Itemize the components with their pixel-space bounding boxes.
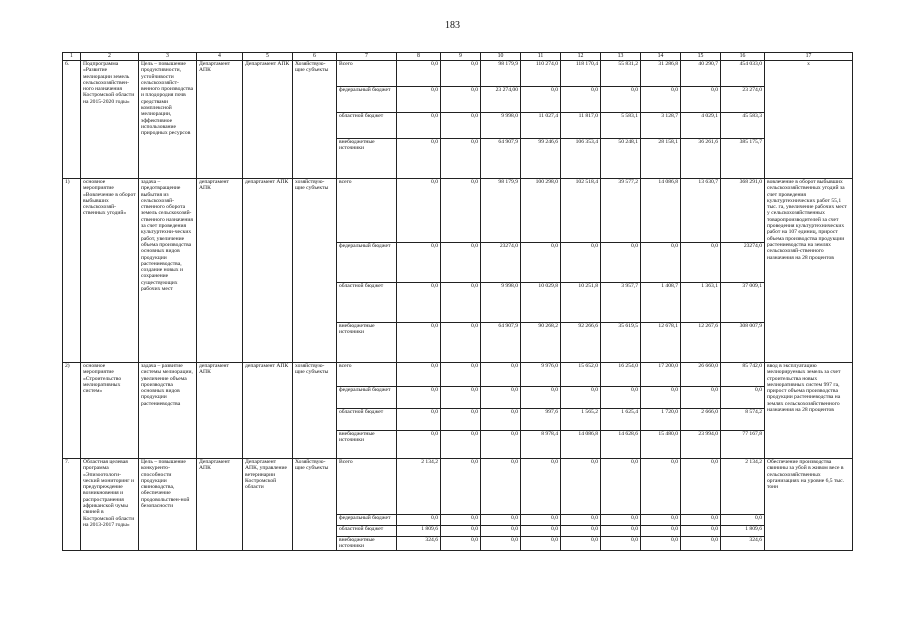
funding-source: Всего <box>337 61 397 87</box>
amount-cell: 37 009,1 <box>721 283 765 323</box>
amount-cell: 35 619,5 <box>601 323 641 363</box>
funding-source: федеральный бюджет <box>337 87 397 113</box>
amount-cell: 0,0 <box>397 243 441 283</box>
funding-source: всего <box>337 363 397 387</box>
amount-cell: 36 261,6 <box>681 139 721 179</box>
amount-cell: 0,0 <box>641 387 681 409</box>
amount-cell: 0,0 <box>641 537 681 551</box>
amount-cell: 0,0 <box>681 515 721 526</box>
column-number: 6 <box>293 53 337 61</box>
amount-cell: 98 179,9 <box>481 179 521 243</box>
funding-type: хозяйствую-щие субъекты <box>293 363 337 459</box>
funding-type: Хозяйствую-щие субъекты <box>293 61 337 179</box>
column-number: 12 <box>561 53 601 61</box>
amount-cell: 118 170,4 <box>561 61 601 87</box>
amount-cell: 85 742,0 <box>721 363 765 387</box>
amount-cell: 9 998,0 <box>481 113 521 139</box>
column-number: 9 <box>441 53 481 61</box>
column-number: 15 <box>681 53 721 61</box>
amount-cell: 368 291,0 <box>721 179 765 243</box>
amount-cell: 0,0 <box>681 243 721 283</box>
amount-cell: 0,0 <box>521 87 561 113</box>
amount-cell: 0,0 <box>601 87 641 113</box>
funding-source: внебюджетные источники <box>337 537 397 551</box>
amount-cell: 0,0 <box>441 526 481 537</box>
amount-cell: 5 583,1 <box>601 113 641 139</box>
amount-cell: 0,0 <box>397 61 441 87</box>
amount-cell: 0,0 <box>641 526 681 537</box>
column-number: 3 <box>139 53 197 61</box>
amount-cell: 0,0 <box>441 87 481 113</box>
program-goal: Цель – повышение конкуренто-способности продукции свиноводства, обеспечение продовольствен-ной безопасности <box>139 459 197 551</box>
amount-cell: 1 809,6 <box>721 526 765 537</box>
column-number: 16 <box>721 53 765 61</box>
amount-cell: 0,0 <box>521 537 561 551</box>
amount-cell: 0,0 <box>441 283 481 323</box>
amount-cell: 102 518,4 <box>561 179 601 243</box>
amount-cell: 28 158,1 <box>641 139 681 179</box>
amount-cell: 0,0 <box>441 363 481 387</box>
amount-cell: 14 086,8 <box>641 179 681 243</box>
amount-cell: 0,0 <box>397 431 441 459</box>
amount-cell: 0,0 <box>641 459 681 515</box>
amount-cell: 0,0 <box>481 515 521 526</box>
responsible: департамент АПК <box>243 363 293 459</box>
section-number: 6. <box>63 61 81 179</box>
column-number: 7 <box>337 53 397 61</box>
amount-cell: 0,0 <box>561 459 601 515</box>
funding-source: внебюджетные источники <box>337 323 397 363</box>
amount-cell: 0,0 <box>561 243 601 283</box>
amount-cell: 13 630,7 <box>681 179 721 243</box>
amount-cell: 0,0 <box>521 526 561 537</box>
amount-cell: 0,0 <box>441 179 481 243</box>
column-number: 4 <box>197 53 243 61</box>
funding-source: областной бюджет <box>337 113 397 139</box>
column-number: 8 <box>397 53 441 61</box>
amount-cell: 23274,0 <box>721 243 765 283</box>
amount-cell: 0,0 <box>397 113 441 139</box>
amount-cell: 0,0 <box>561 387 601 409</box>
amount-cell: 0,0 <box>481 387 521 409</box>
amount-cell: 3 128,7 <box>641 113 681 139</box>
amount-cell: 0,0 <box>441 431 481 459</box>
amount-cell: 92 266,6 <box>561 323 601 363</box>
column-number: 10 <box>481 53 521 61</box>
amount-cell: 0,0 <box>481 431 521 459</box>
funding-source: федеральный бюджет <box>337 515 397 526</box>
amount-cell: 0,0 <box>397 139 441 179</box>
amount-cell: 23 994,0 <box>681 431 721 459</box>
column-number: 17 <box>765 53 853 61</box>
amount-cell: 1 720,0 <box>641 409 681 431</box>
amount-cell: 64 907,9 <box>481 323 521 363</box>
amount-cell: 0,0 <box>521 387 561 409</box>
amount-cell: 1 408,7 <box>641 283 681 323</box>
amount-cell: 0,0 <box>441 387 481 409</box>
funding-source: федеральный бюджет <box>337 243 397 283</box>
amount-cell: 324,6 <box>721 537 765 551</box>
responsible: Департамент АПК <box>243 61 293 179</box>
amount-cell: 0,0 <box>681 87 721 113</box>
expected-result: x <box>765 61 853 179</box>
amount-cell: 1 625,4 <box>601 409 641 431</box>
program-name: основное мероприятие «Вовлечение в оборот выбывших сельскохозяй-ственных угодий» <box>81 179 139 363</box>
page-number: 183 <box>445 20 460 31</box>
amount-cell: 0,0 <box>601 537 641 551</box>
program-goal: Цель – повышение продуктивности, устойчивости сельскохозяйст-венного производства и плодородия почв средствами комплексной мелиорации, эффективное использование природных ресурсов <box>139 61 197 179</box>
amount-cell: 0,0 <box>721 387 765 409</box>
amount-cell: 23 274,0 <box>721 87 765 113</box>
amount-cell: 31 286,8 <box>641 61 681 87</box>
funding-type: Хозяйствую-щие субъекты <box>293 459 337 551</box>
amount-cell: 0,0 <box>601 526 641 537</box>
funding-type: хозяйствую-щие субъекты <box>293 179 337 363</box>
responsible: Департамент АПК, управление ветеринарии Костромской области <box>243 459 293 551</box>
amount-cell: 39 577,2 <box>601 179 641 243</box>
amount-cell: 0,0 <box>601 387 641 409</box>
amount-cell: 0,0 <box>601 243 641 283</box>
program-goal: задача – развитие системы мелиорации, увеличение объема производства основных видов продукции растениеводства <box>139 363 197 459</box>
amount-cell: 0,0 <box>481 459 521 515</box>
amount-cell: 0,0 <box>397 409 441 431</box>
amount-cell: 64 907,9 <box>481 139 521 179</box>
expected-result: ввод в эксплуатацию мелиорируемых земель за счет строительства новых мелиоративных систем 997 га, прирост объема производства продукции растениеводства на землях сельскохозяйственного назначения на 28 процентов <box>765 363 853 459</box>
amount-cell: 4 029,1 <box>681 113 721 139</box>
amount-cell: 0,0 <box>561 515 601 526</box>
amount-cell: 0,0 <box>481 363 521 387</box>
program-name: Подпрограмма «Развитие мелиорации земель сельскохозяйствен-ного назначения Костромской области на 2015-2020 годы» <box>81 61 139 179</box>
amount-cell: 0,0 <box>681 526 721 537</box>
amount-cell: 90 268,2 <box>521 323 561 363</box>
amount-cell: 0,0 <box>521 515 561 526</box>
program-goal: задача – предотвращение выбытия из сельскохозяй-ственного оборота земель сельскохозяй-ственного назначения за счет проведения культуртехни-ческих работ, увеличение объема производства основных видов продукции растениеводства, создание новых и сохранение существующих рабочих мест <box>139 179 197 363</box>
amount-cell: 0,0 <box>397 363 441 387</box>
finance-row <box>63 363 853 387</box>
amount-cell: 0,0 <box>561 526 601 537</box>
column-number: 13 <box>601 53 641 61</box>
amount-cell: 110 274,0 <box>521 61 561 87</box>
amount-cell: 0,0 <box>521 459 561 515</box>
amount-cell: 997,6 <box>521 409 561 431</box>
amount-cell: 0,0 <box>521 243 561 283</box>
amount-cell: 11 817,0 <box>561 113 601 139</box>
executor: департамент АПК <box>197 179 243 363</box>
amount-cell: 16 254,0 <box>601 363 641 387</box>
amount-cell: 385 175,7 <box>721 139 765 179</box>
amount-cell: 0,0 <box>397 323 441 363</box>
amount-cell: 14 628,6 <box>601 431 641 459</box>
finance-row <box>63 179 853 243</box>
amount-cell: 0,0 <box>601 515 641 526</box>
amount-cell: 0,0 <box>641 243 681 283</box>
responsible: департамент АПК <box>243 179 293 363</box>
amount-cell: 26 660,0 <box>681 363 721 387</box>
amount-cell: 55 831,2 <box>601 61 641 87</box>
funding-source: всего <box>337 179 397 243</box>
amount-cell: 0,0 <box>397 387 441 409</box>
amount-cell: 15 652,0 <box>561 363 601 387</box>
amount-cell: 0,0 <box>481 537 521 551</box>
amount-cell: 0,0 <box>441 243 481 283</box>
amount-cell: 1 565,2 <box>561 409 601 431</box>
column-number: 11 <box>521 53 561 61</box>
amount-cell: 98 179,9 <box>481 61 521 87</box>
amount-cell: 1 363,1 <box>681 283 721 323</box>
amount-cell: 0,0 <box>481 409 521 431</box>
amount-cell: 454 033,0 <box>721 61 765 87</box>
amount-cell: 11 027,4 <box>521 113 561 139</box>
amount-cell: 0,0 <box>441 459 481 515</box>
column-number: 1 <box>63 53 81 61</box>
amount-cell: 0,0 <box>441 61 481 87</box>
amount-cell: 12 678,1 <box>641 323 681 363</box>
column-number: 5 <box>243 53 293 61</box>
amount-cell: 23274,0 <box>481 243 521 283</box>
amount-cell: 0,0 <box>441 515 481 526</box>
funding-source: федеральный бюджет <box>337 387 397 409</box>
amount-cell: 23 274,00 <box>481 87 521 113</box>
amount-cell: 9 998,0 <box>481 283 521 323</box>
finance-row <box>63 459 853 515</box>
amount-cell: 99 246,6 <box>521 139 561 179</box>
finance-row <box>63 61 853 87</box>
funding-source: областной бюджет <box>337 409 397 431</box>
amount-cell: 50 248,1 <box>601 139 641 179</box>
program-name: основное мероприятие «Строительство мелиоративных систем» <box>81 363 139 459</box>
amount-cell: 0,0 <box>641 515 681 526</box>
amount-cell: 0,0 <box>601 459 641 515</box>
amount-cell: 0,0 <box>397 283 441 323</box>
expected-result: вовлечение в оборот выбывших сельскохозяйственных угодий за счет проведения культуртехнических работ 55,1 тыс. га, увеличение рабочих мест у сельскохозяйственных товаропроизводителей за счет проведения культуртехнических работ на 107 единиц, прирост объема производства продукции растениеводства на землях сельскохозяй-ственного назначения на 28 процентов <box>765 179 853 363</box>
funding-source: Всего <box>337 459 397 515</box>
amount-cell: 10 029,8 <box>521 283 561 323</box>
amount-cell: 0,0 <box>441 323 481 363</box>
amount-cell: 12 267,6 <box>681 323 721 363</box>
funding-source: внебюджетные источники <box>337 139 397 179</box>
program-name: Областная целевая программа «Эпизоотологи-ческий мониторинг и предупреждение возникновения и распространения африканской чумы свиней в Костромской области на 2013-2017 годы» <box>81 459 139 551</box>
amount-cell: 0,0 <box>441 409 481 431</box>
column-number: 2 <box>81 53 139 61</box>
amount-cell: 0,0 <box>561 87 601 113</box>
amount-cell: 308 007,9 <box>721 323 765 363</box>
amount-cell: 9 976,0 <box>521 363 561 387</box>
amount-cell: 15 480,0 <box>641 431 681 459</box>
amount-cell: 40 290,7 <box>681 61 721 87</box>
amount-cell: 0,0 <box>441 537 481 551</box>
amount-cell: 0,0 <box>397 87 441 113</box>
column-number-row <box>63 53 853 61</box>
amount-cell: 0,0 <box>397 179 441 243</box>
amount-cell: 2 134,2 <box>397 459 441 515</box>
amount-cell: 0,0 <box>681 537 721 551</box>
amount-cell: 106 353,4 <box>561 139 601 179</box>
section-number: 1) <box>63 179 81 363</box>
program-table <box>62 52 853 551</box>
column-number: 14 <box>641 53 681 61</box>
executor: Департамент АПК <box>197 459 243 551</box>
amount-cell: 17 200,0 <box>641 363 681 387</box>
amount-cell: 10 251,8 <box>561 283 601 323</box>
amount-cell: 0,0 <box>561 537 601 551</box>
amount-cell: 2 666,0 <box>681 409 721 431</box>
executor: департамент АПК <box>197 363 243 459</box>
section-number: 7. <box>63 459 81 551</box>
amount-cell: 45 583,3 <box>721 113 765 139</box>
amount-cell: 8 978,4 <box>521 431 561 459</box>
amount-cell: 0,0 <box>441 113 481 139</box>
amount-cell: 0,0 <box>641 87 681 113</box>
expected-result: Обеспечение производства свинины за убой в живом весе в сельскохозяйственных организациях на уровне 6,5 тыс. тонн <box>765 459 853 551</box>
section-number: 2) <box>63 363 81 459</box>
amount-cell: 0,0 <box>397 515 441 526</box>
amount-cell: 8 574,2 <box>721 409 765 431</box>
amount-cell: 1 809,6 <box>397 526 441 537</box>
amount-cell: 3 957,7 <box>601 283 641 323</box>
amount-cell: 0,0 <box>681 387 721 409</box>
amount-cell: 2 134,2 <box>721 459 765 515</box>
funding-source: внебюджетные источники <box>337 431 397 459</box>
amount-cell: 324,6 <box>397 537 441 551</box>
amount-cell: 0,0 <box>681 459 721 515</box>
funding-source: областной бюджет <box>337 283 397 323</box>
funding-source: областной бюджет <box>337 526 397 537</box>
amount-cell: 0,0 <box>721 515 765 526</box>
amount-cell: 0,0 <box>441 139 481 179</box>
amount-cell: 14 086,8 <box>561 431 601 459</box>
amount-cell: 100 298,0 <box>521 179 561 243</box>
amount-cell: 77 167,8 <box>721 431 765 459</box>
executor: Департамент АПК <box>197 61 243 179</box>
amount-cell: 0,0 <box>481 526 521 537</box>
